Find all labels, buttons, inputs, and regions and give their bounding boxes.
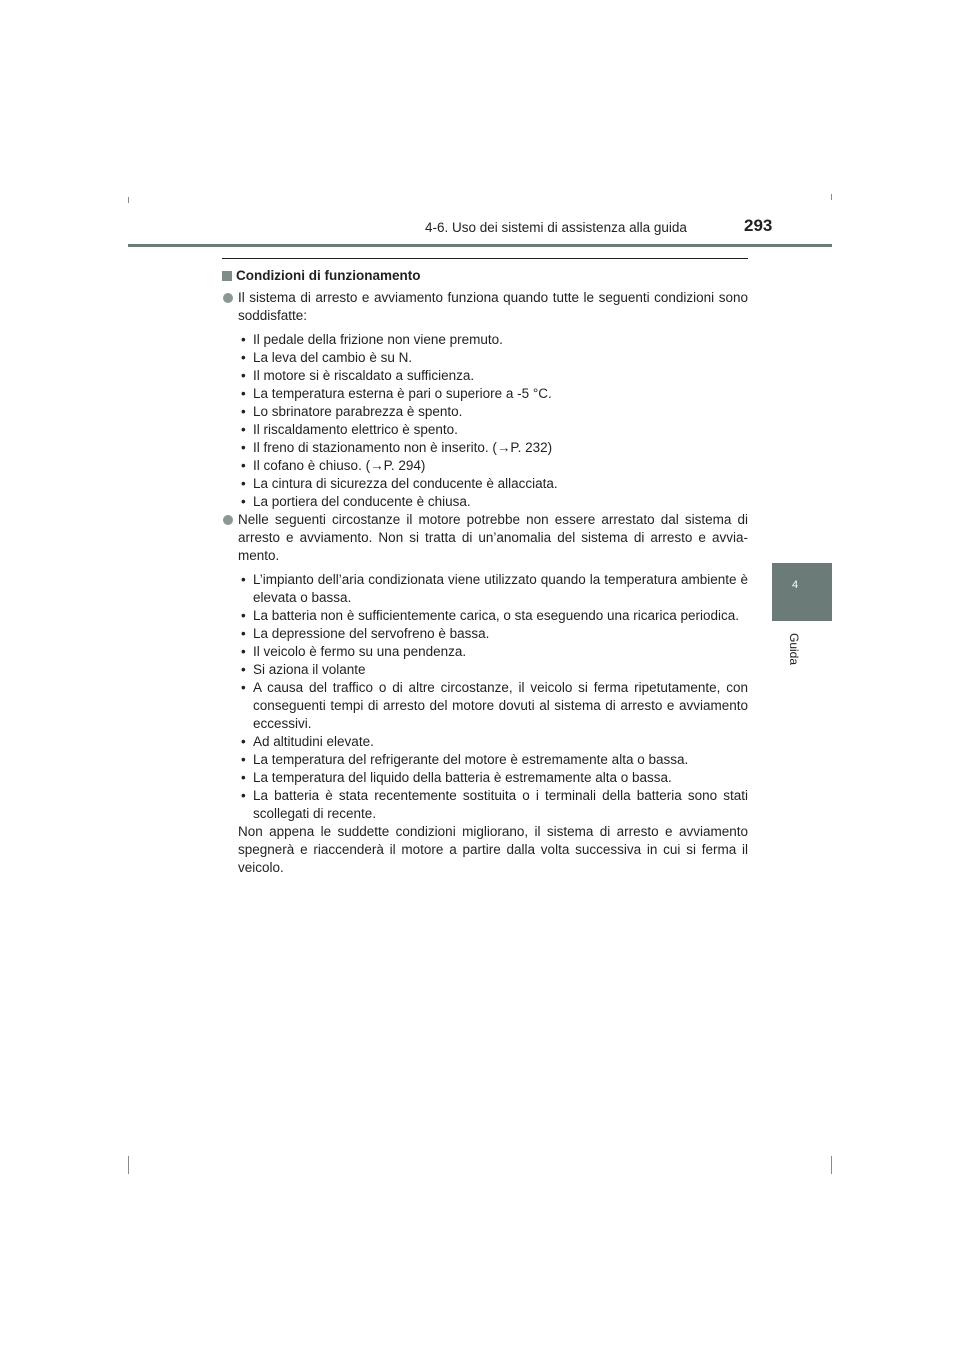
list-item: • L’impianto dell’aria condizionata viene utilizzato quando la temperatura ambiente è elevata o bassa. bbox=[241, 572, 748, 605]
list-item: • La depressione del servofreno è bassa. bbox=[241, 626, 490, 641]
header-section-title: 4-6. Uso dei sistemi di assistenza alla guida bbox=[425, 220, 687, 235]
page-number: 293 bbox=[744, 216, 773, 235]
circle-bullet-icon bbox=[223, 515, 233, 525]
crop-mark-bottom-left bbox=[128, 1156, 129, 1174]
list-item: • Il freno di stazionamento non è inserito. (→P. 232) bbox=[241, 440, 553, 455]
header-rule bbox=[128, 244, 832, 247]
list-item: • La portiera del conducente è chiusa. bbox=[241, 494, 471, 509]
condition-paragraph-text: Il sistema di arresto e avviamento funziona quando tutte le seguenti condizioni sono soddisfatte: bbox=[238, 290, 748, 323]
section-heading-text: Condizioni di funzionamento bbox=[236, 268, 421, 283]
list-item: • La temperatura del refrigerante del motore è estremamente alta o bassa. bbox=[241, 752, 689, 767]
circle-bullet-icon bbox=[223, 293, 233, 303]
list-item: • La leva del cambio è su N. bbox=[241, 350, 413, 365]
list-item: • La batteria non è sufficientemente carica, o sta eseguendo una ricarica periodica. bbox=[241, 608, 740, 623]
square-bullet-icon bbox=[222, 271, 232, 281]
circumstances-list bbox=[222, 571, 748, 823]
section-rule bbox=[222, 258, 748, 259]
list-item: • La temperatura del liquido della batteria è estremamente alta o bassa. bbox=[241, 770, 672, 785]
list-item: • Si aziona il volante bbox=[241, 662, 366, 677]
list-item: • Il cofano è chiuso. (→P. 294) bbox=[241, 458, 426, 473]
chapter-tab bbox=[772, 563, 832, 621]
section-heading bbox=[222, 267, 748, 285]
list-item: • La cintura di sicurezza del conducente è allacciata. bbox=[241, 476, 558, 491]
condition-paragraph bbox=[222, 289, 748, 325]
list-item: • La temperatura esterna è pari o superiore a -5 °C. bbox=[241, 386, 552, 401]
closing-paragraph: Non appena le suddette condizioni migliorano, il sistema di arresto e avviamento spegnerà e riaccenderà il motore a partire dalla volta successiva in cui si ferma il veicolo. bbox=[238, 824, 748, 875]
list-item: • Il riscaldamento elettrico è spento. bbox=[241, 422, 458, 437]
crop-mark-top-left bbox=[128, 197, 129, 203]
crop-mark-top-right bbox=[831, 194, 832, 200]
conditions-list bbox=[222, 331, 748, 511]
list-item: • Il motore si è riscaldato a sufficienza. bbox=[241, 368, 475, 383]
list-item: • Il veicolo è fermo su una pendenza. bbox=[241, 644, 467, 659]
list-item: • A causa del traffico o di altre circostanze, il veicolo si ferma ripetutamente, con conseguenti tempi di arresto del motore dovuti al sistema di arresto e avviamento eccessivi. bbox=[241, 680, 748, 731]
page-content bbox=[222, 258, 748, 877]
list-item: • Ad altitudini elevate. bbox=[241, 734, 374, 749]
crop-mark-bottom-right bbox=[831, 1156, 832, 1174]
chapter-number: 4 bbox=[792, 579, 799, 591]
list-item: • Lo sbrinatore parabrezza è spento. bbox=[241, 404, 463, 419]
list-item: • Il pedale della frizione non viene premuto. bbox=[241, 332, 503, 347]
circumstances-paragraph-text: Nelle seguenti circostanze il motore potrebbe non essere arrestato dal sistema di arresto e avviamento. Non si tratta di un’anomalia del sistema di arresto e avvia-mento. bbox=[238, 512, 748, 563]
list-item: • La batteria è stata recentemente sostituita o i terminali della batteria sono stati scollegati di recente. bbox=[241, 788, 748, 821]
chapter-label: Guida bbox=[787, 633, 801, 666]
circumstances-paragraph bbox=[222, 511, 748, 565]
